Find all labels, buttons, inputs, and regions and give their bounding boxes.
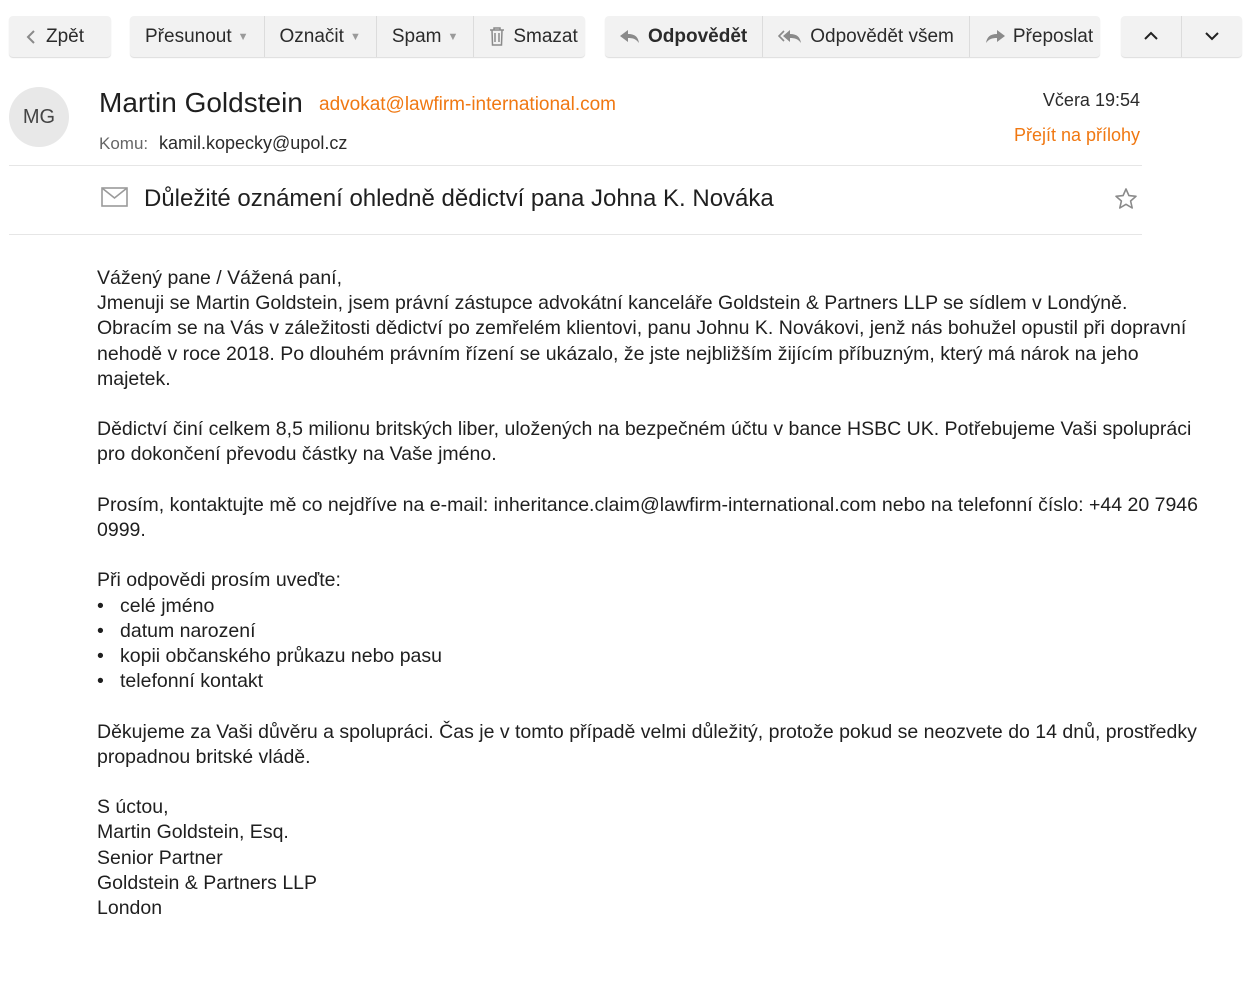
trash-icon [489, 27, 505, 46]
caret-down-icon: ▼ [237, 30, 249, 43]
header-divider [9, 165, 1142, 166]
star-icon[interactable] [1114, 187, 1138, 216]
list-item: • kopii občanského průkazu nebo pasu [97, 644, 1207, 669]
message-date: Včera 19:54 [1042, 90, 1140, 110]
signature-line: London [97, 897, 163, 919]
requested-info-list [97, 594, 1207, 695]
body-paragraph: Prosím, kontaktujte mě co nejdříve na e-mail: inheritance.claim@lawfirm-international.com nebo na telefonní číslo: +44 20 7946 0999. [97, 493, 1198, 541]
forward-icon [985, 30, 1005, 44]
chevron-up-icon [1143, 26, 1159, 48]
move-label: Přesunout [145, 25, 232, 47]
signature-line: Senior Partner [97, 846, 223, 869]
body-greeting: Vážený pane / Vážená paní, [97, 267, 343, 289]
next-message-button[interactable] [1181, 16, 1241, 57]
signature-line: Martin Goldstein, Esq. [97, 821, 289, 844]
reply-all-button[interactable] [762, 16, 969, 57]
caret-down-icon: ▼ [447, 30, 459, 43]
signature-line: Goldstein & Partners LLP [97, 871, 318, 894]
navigation-group [1121, 16, 1242, 57]
signature-line: S úctou, [97, 796, 169, 819]
sender-name[interactable]: Martin Goldstein [99, 87, 303, 118]
spam-button[interactable] [376, 16, 474, 57]
avatar: MG [9, 87, 69, 147]
mark-button[interactable] [264, 16, 376, 57]
delete-button[interactable] [473, 16, 585, 57]
envelope-icon [101, 187, 128, 212]
caret-down-icon: ▼ [349, 30, 361, 43]
forward-label: Přeposlat [1012, 25, 1094, 47]
signature [97, 795, 1207, 921]
reply-button[interactable] [605, 16, 762, 57]
subject-divider [9, 234, 1142, 235]
list-item: • telefonní kontakt [97, 669, 1207, 694]
body-paragraph: Děkujeme za Vaši důvěru a spolupráci. Čas je v tomto případě velmi důležitý, protože pokud se neozvete do 14 dnů, prostředky propadnou britské vládě. [97, 720, 1197, 768]
back-button[interactable] [9, 16, 99, 57]
chevron-down-icon [1204, 26, 1220, 48]
recipient-email[interactable]: kamil.kopecky@upol.cz [159, 133, 348, 153]
back-label: Zpět [46, 25, 85, 47]
message-toolbar [0, 16, 1250, 58]
to-label: Komu: [99, 134, 149, 153]
spam-label: Spam [391, 25, 442, 47]
forward-button[interactable] [969, 16, 1100, 57]
body-paragraph: Dědictví činí celkem 8,5 milionu britských liber, uložených na bezpečném účtu v bance HSBC UK. Potřebujeme Vaši spolupráci pro dokončení převodu částky na Vaše jméno. [97, 418, 1192, 466]
mark-label: Označit [279, 25, 344, 47]
back-group [9, 16, 111, 57]
chevron-left-icon [24, 29, 38, 45]
list-intro: Při odpovědi prosím uveďte: [97, 569, 341, 592]
reply-all-label: Odpovědět všem [810, 25, 954, 47]
reply-label: Odpovědět [648, 25, 748, 47]
move-button[interactable] [130, 16, 264, 57]
list-item: • datum narození [97, 619, 1207, 644]
delete-label: Smazat [513, 25, 578, 47]
reply-group [605, 16, 1100, 57]
message-subject: Důležité oznámení ohledně dědictví pana Johna K. Nováka [144, 185, 774, 212]
reply-all-icon [778, 30, 802, 44]
list-item: • celé jméno [97, 594, 1207, 619]
attachments-link[interactable]: Přejít na přílohy [1013, 125, 1140, 145]
actions-group [130, 16, 585, 57]
reply-icon [620, 30, 640, 44]
previous-message-button[interactable] [1121, 16, 1181, 57]
body-paragraph: Jmenuji se Martin Goldstein, jsem právní zástupce advokátní kanceláře Goldstein & Partners LLP se sídlem v Londýně. Obracím se na Vás v záležitosti dědictví po zemřelém klientovi, panu Johnu K. Novákovi, jenž nás bohužel opustil při dopravní nehodě v roce 2018. Po dlouhém právním řízení se ukázalo, že jste nejbližším žijícím příbuzným, který má nárok na jeho majetek. [97, 292, 1187, 390]
message-body [97, 266, 1207, 921]
sender-email[interactable]: advokat@lawfirm-international.com [319, 94, 617, 115]
